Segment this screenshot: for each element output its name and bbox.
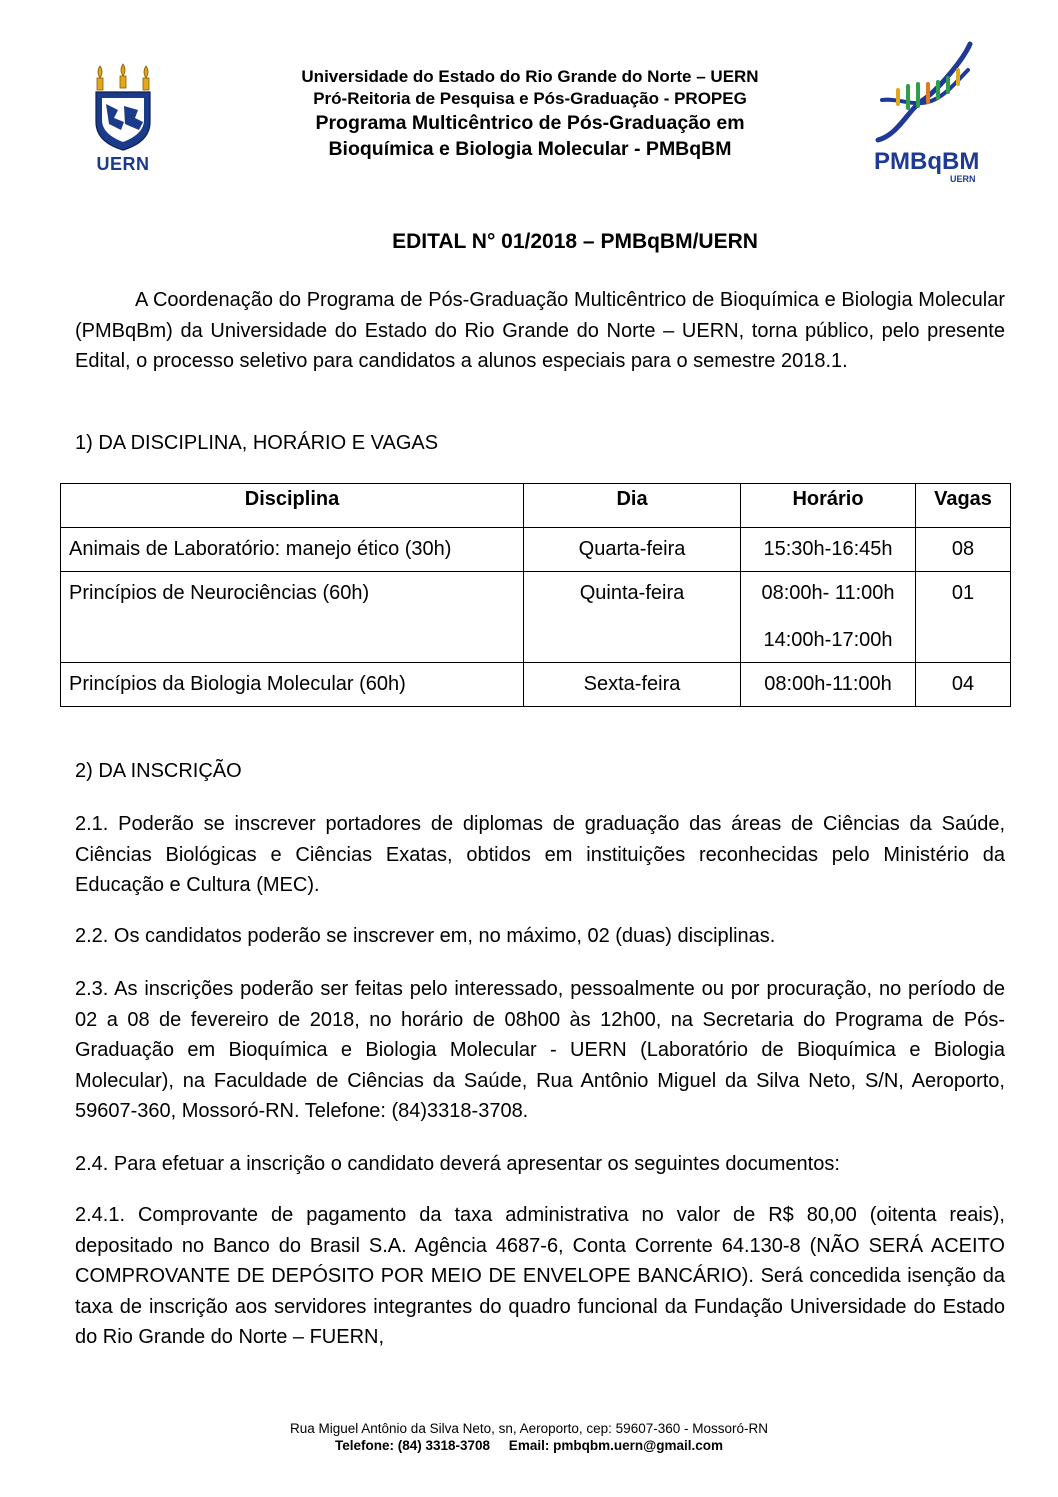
cell-horario — [741, 663, 916, 707]
pmbqbm-logo-text: PMBqBM — [874, 148, 980, 175]
cell-dia: Quinta-feira — [524, 572, 741, 663]
institution-heading — [190, 66, 870, 162]
pro-rectorate-name: Pró-Reitoria de Pesquisa e Pós-Graduação - PROPEG — [313, 89, 747, 108]
vacancies-table — [60, 483, 1011, 707]
uern-logo — [90, 62, 156, 182]
cell-disciplina: Animais de Laboratório: manejo ético (30h) — [61, 528, 524, 572]
cell-horario — [741, 572, 916, 663]
section-2-heading: 2) DA INSCRIÇÃO — [75, 760, 242, 782]
horario-slot: 08:00h-11:00h — [764, 673, 892, 695]
footer-contact: Telefone: (84) 3318-3708 Email: pmbqbm.uern@gmail.com — [334, 1438, 724, 1453]
cell-vagas: 08 — [916, 528, 1011, 572]
university-name: Universidade do Estado do Rio Grande do Norte – UERN — [301, 67, 759, 86]
cell-disciplina: Princípios da Biologia Molecular (60h) — [61, 663, 524, 707]
table-row — [61, 528, 1011, 572]
paragraph-2-4-1: 2.4.1. Comprovante de pagamento da taxa administrativa no valor de R$ 80,00 (oitenta reais), depositado no Banco do Brasil S.A. Agência 4687-6, Conta Corrente 64.130-8 (NÃO SERÁ ACEITO COMPROVANTE DE DEPÓSITO POR MEIO DE ENVELOPE BANCÁRIO). Será concedida isenção da taxa de inscrição aos servidores integrantes do quadro funcional da Fundação Universidade do Estado do Rio Grande do Norte – FUERN, — [75, 1204, 1005, 1348]
document-header — [0, 0, 1058, 200]
cell-dia: Quarta-feira — [524, 528, 741, 572]
uern-crest-icon — [90, 62, 156, 154]
cell-dia: Sexta-feira — [524, 663, 741, 707]
edital-title: EDITAL N° 01/2018 – PMBqBM/UERN — [392, 230, 758, 253]
cell-disciplina: Princípios de Neurociências (60h) — [61, 572, 524, 663]
table-row — [61, 572, 1011, 663]
section-1-heading: 1) DA DISCIPLINA, HORÁRIO E VAGAS — [75, 432, 439, 454]
column-header-disciplina: Disciplina — [61, 484, 524, 528]
table-row — [61, 663, 1011, 707]
cell-horario — [741, 528, 916, 572]
column-header-horario: Horário — [741, 484, 916, 528]
paragraph-2-3: 2.3. As inscrições poderão ser feitas pelo interessado, pessoalmente ou por procuração, no período de 02 a 08 de fevereiro de 2018, no horário de 08h00 às 12h00, na Secretaria do Programa de Pós-Graduação em Bioquímica e Biologia Molecular - UERN (Laboratório de Bioquímica e Biologia Molecular), na Faculdade de Ciências da Saúde, Rua Antônio Miguel da Silva Neto, S/N, Aeroporto, 59607-360, Mossoró-RN. Telefone: (84)3318-3708. — [75, 978, 1005, 1122]
program-name-line2: Bioquímica e Biologia Molecular - PMBqBM — [328, 138, 732, 160]
paragraph-2-1: 2.1. Poderão se inscrever portadores de diplomas de graduação das áreas de Ciências da Saúde, Ciências Biológicas e Ciências Exatas, obtidos em instituições reconhecidas pelo Ministério da Educação e Cultura (MEC). — [75, 813, 1005, 896]
horario-slot: 14:00h-17:00h — [763, 629, 893, 651]
paragraph-2-2: 2.2. Os candidatos poderão se inscrever em, no máximo, 02 (duas) disciplinas. — [75, 925, 776, 947]
horario-slot: 15:30h-16:45h — [763, 538, 893, 560]
table-header-row — [61, 484, 1011, 528]
horario-slot: 08:00h- 11:00h — [761, 582, 895, 604]
column-header-vagas: Vagas — [916, 484, 1011, 528]
intro-paragraph: A Coordenação do Programa de Pós-Graduação Multicêntrico de Bioquímica e Biologia Molecular (PMBqBm) da Universidade do Estado do Rio Grande do Norte – UERN, torna público, pelo presente Edital, o processo seletivo para candidatos a alunos especiais para o semestre 2018.1. — [75, 289, 1005, 372]
dna-helix-icon — [868, 40, 988, 150]
column-header-dia: Dia — [524, 484, 741, 528]
program-name-line1: Programa Multicêntrico de Pós-Graduação em — [315, 112, 745, 134]
document-footer — [0, 1420, 1058, 1454]
pmbqbm-logo — [868, 40, 988, 190]
cell-vagas: 01 — [916, 572, 1011, 663]
footer-address: Rua Miguel Antônio da Silva Neto, sn, Aeroporto, cep: 59607-360 - Mossoró-RN — [289, 1421, 768, 1436]
paragraph-2-4: 2.4. Para efetuar a inscrição o candidato deverá apresentar os seguintes documentos: — [75, 1153, 840, 1175]
pmbqbm-logo-subtext: UERN — [950, 174, 976, 184]
uern-logo-text: UERN — [96, 154, 150, 174]
cell-vagas: 04 — [916, 663, 1011, 707]
